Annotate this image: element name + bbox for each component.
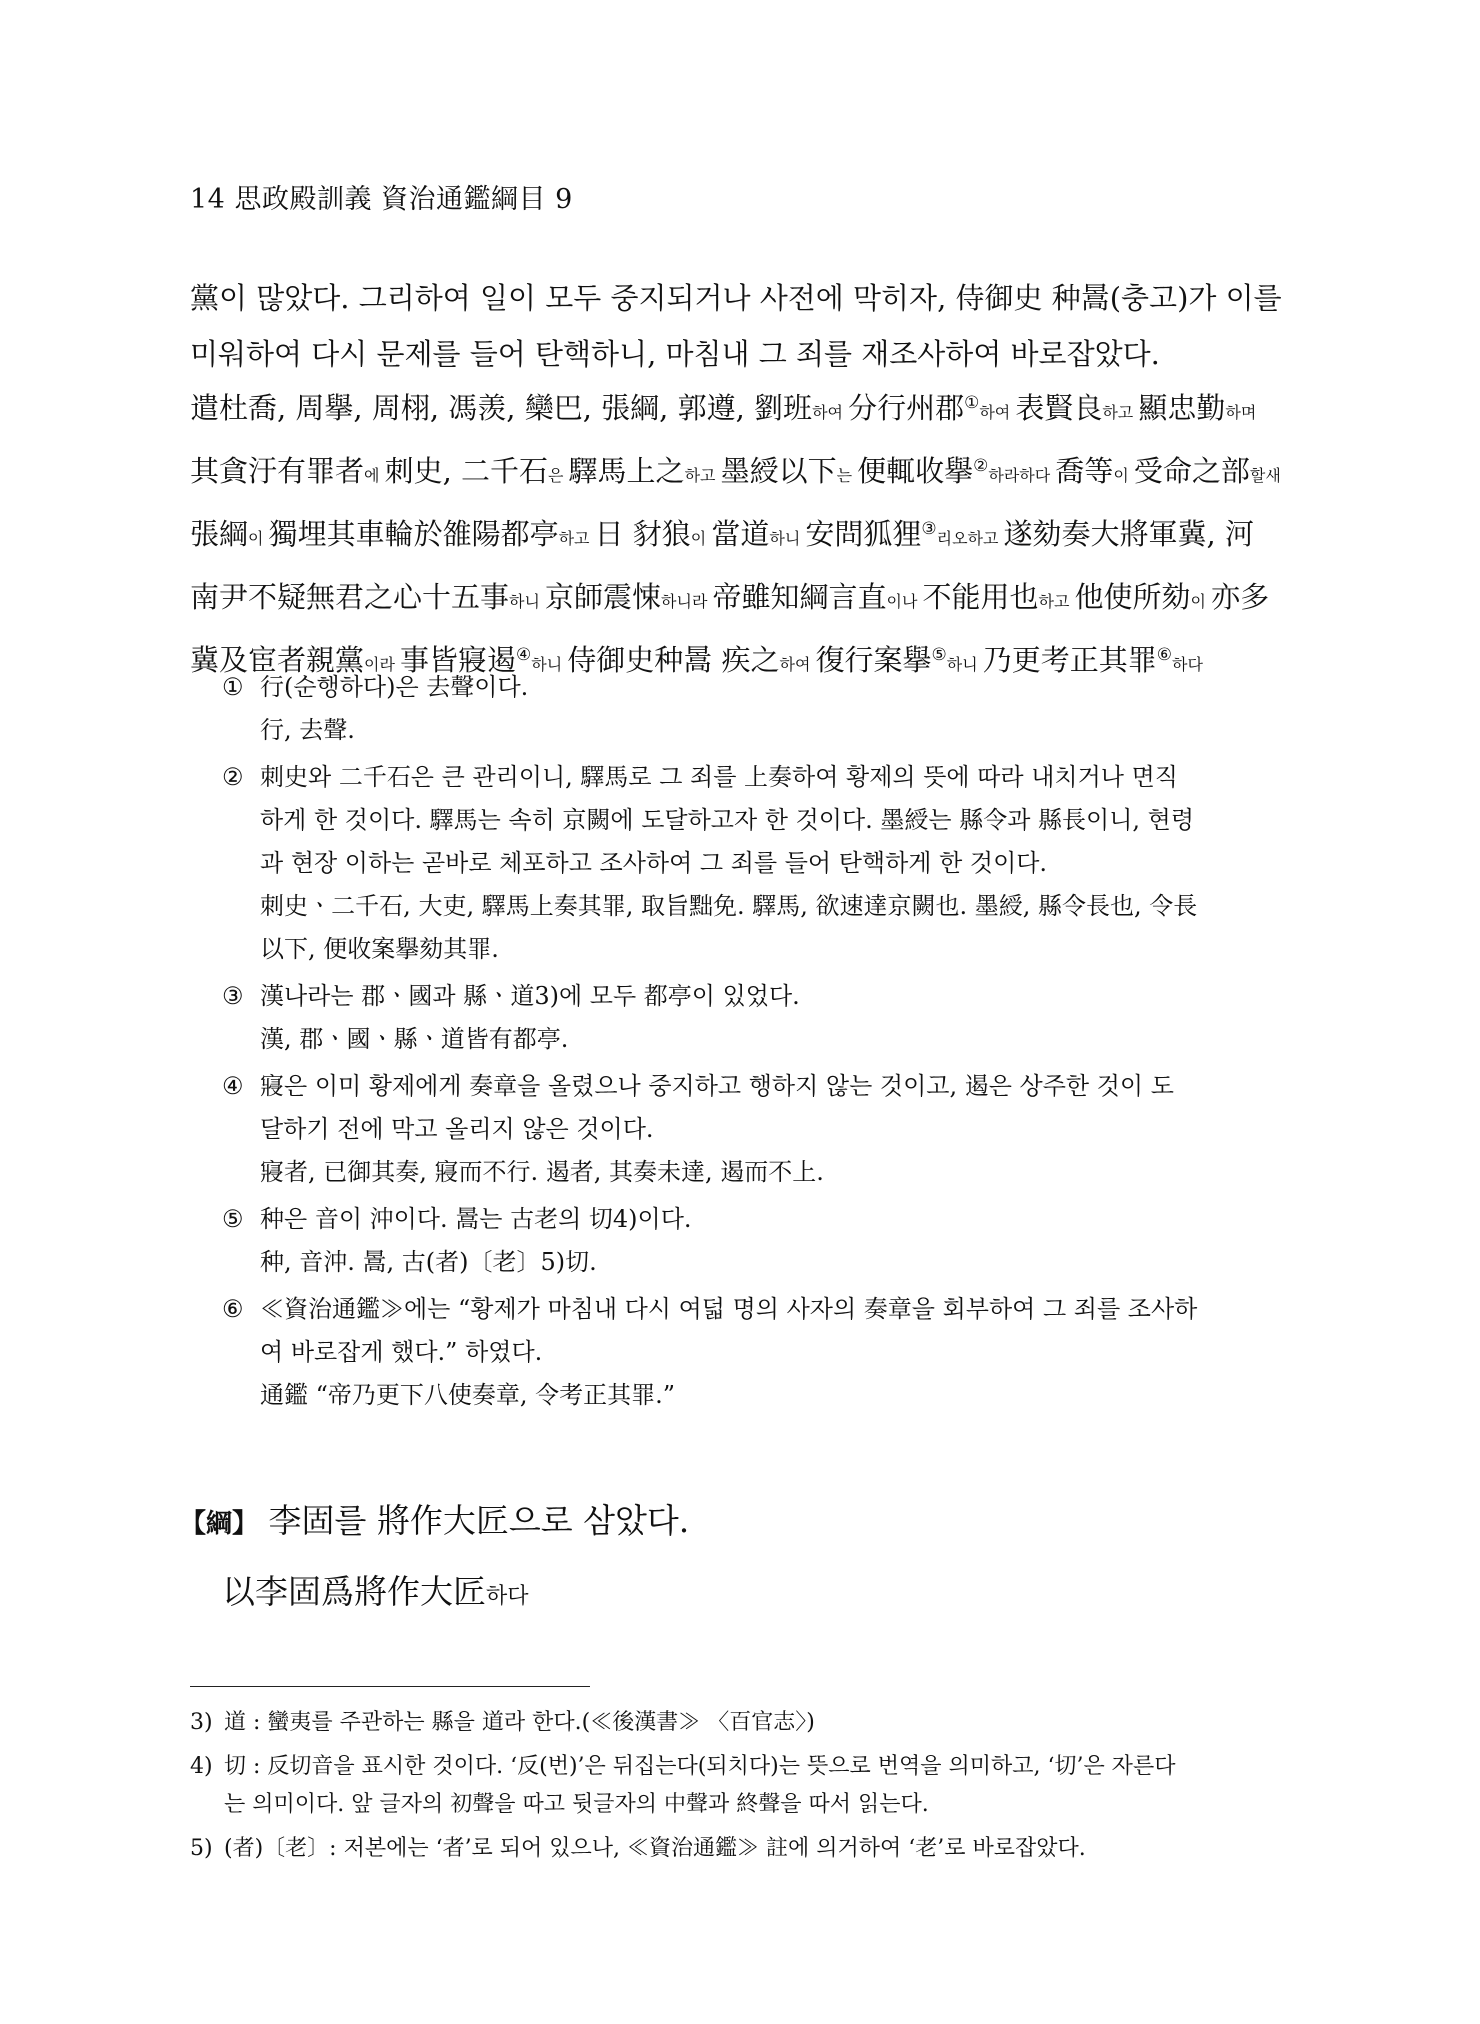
annotation-marker: ⑤: [222, 1205, 244, 1233]
annotation-line: 寢者, 已御其奏, 寢而不行. 遏者, 其奏未達, 遏而不上.: [260, 1158, 824, 1186]
gang-original: [222, 1567, 529, 1622]
annotation-marker: ③: [222, 982, 244, 1010]
annotation-marker: ④: [222, 1072, 244, 1100]
hanja-text: 事皆寢遏: [400, 643, 517, 677]
annotation-line: 여 바로잡게 했다.” 하였다.: [260, 1338, 543, 1366]
annotation-line: 하게 한 것이다. 驛馬는 속히 京闕에 도달하고자 한 것이다. 墨綬는 縣令과 縣長이니, 현령: [260, 806, 1195, 834]
hanja-text: 分行州郡: [848, 391, 965, 425]
hangul-suffix: 하고: [684, 466, 721, 485]
hangul-suffix: 하며: [1225, 403, 1257, 422]
hanja-text: 表賢良: [1015, 391, 1103, 425]
hangul-suffix: 하니: [531, 655, 568, 674]
hanja-text: 喬等: [1055, 454, 1114, 488]
hanja-text: 獨埋其車輪於雒陽都亭: [268, 517, 559, 551]
hangul-suffix: 하고: [558, 529, 595, 548]
hangul-suffix: 하니: [946, 655, 983, 674]
hangul-suffix: 하여: [779, 655, 816, 674]
annotation-line: 刺史와 二千石은 큰 관리이니, 驛馬로 그 죄를 上奏하여 황제의 뜻에 따라 내치거나 면직: [260, 763, 1178, 791]
hanja-text: 墨綬以下: [720, 454, 837, 488]
footnote-marker: 4): [190, 1754, 213, 1779]
annotation-body: [260, 975, 1302, 1061]
gang-original-suffix: 하다: [486, 1584, 529, 1609]
annotation-item: [222, 1288, 1302, 1417]
hangul-suffix: 이: [690, 529, 712, 548]
annotation-line: 漢, 郡ㆍ國ㆍ縣ㆍ道皆有都亭.: [260, 1025, 569, 1053]
footnote-body: [224, 1704, 1302, 1742]
note-reference[interactable]: ⑤: [931, 645, 947, 665]
hanja-text: 遣杜喬, 周擧, 周栩, 馮羡, 欒巴, 張綱, 郭遵, 劉班: [190, 391, 813, 425]
hangul-suffix: 하라하다: [988, 466, 1056, 485]
hanja-text: 日 豺狼: [594, 517, 691, 551]
annotation-body: [260, 1288, 1302, 1417]
footnote-line: 道 : 蠻夷를 주관하는 縣을 道라 한다.(≪後漢書≫ 〈百官志〉): [224, 1710, 815, 1735]
annotation-line: ≪資治通鑑≫에는 “황제가 마침내 다시 여덟 명의 사자의 奏章을 회부하여 그 죄를 조사하: [260, 1295, 1198, 1323]
annotation-line: 种, 音沖. 暠, 古(者)〔老〕5)切.: [260, 1248, 597, 1276]
hangul-suffix: 하니: [509, 592, 546, 611]
hanja-text: 便輒收擧: [857, 454, 974, 488]
footnote-list: [190, 1704, 1302, 1874]
hanja-text: 當道: [711, 517, 770, 551]
annotation-list: [222, 666, 1302, 1421]
footnote-item: [190, 1830, 1302, 1868]
footnote-body: [224, 1830, 1302, 1868]
hangul-suffix: 이: [1190, 592, 1212, 611]
hangul-suffix: 하고: [1102, 403, 1139, 422]
hangul-suffix: 하니라: [661, 592, 713, 611]
hangul-suffix: 은: [548, 466, 569, 485]
hanja-text: 侍御史种暠 疾之: [567, 643, 780, 677]
original-text-line: [190, 442, 1300, 505]
annotation-item: [222, 1065, 1302, 1194]
annotation-body: [260, 1065, 1302, 1194]
running-header: 14 思政殿訓義 資治通鑑綱目 9: [190, 184, 573, 215]
annotation-line: 以下, 便收案擧劾其罪.: [260, 935, 499, 963]
note-reference[interactable]: ②: [973, 456, 989, 476]
hangul-suffix: 하니: [769, 529, 806, 548]
note-reference[interactable]: ⑥: [1156, 645, 1173, 665]
hangul-suffix: 하여: [979, 403, 1016, 422]
original-text-line: [190, 505, 1300, 568]
hanja-text: 顯忠勤: [1138, 391, 1226, 425]
gang-original-text: 以李固爲將作大匠: [222, 1572, 486, 1611]
hangul-suffix: 에: [364, 466, 385, 485]
gang-translation: 李固를 將作大匠으로 삼았다.: [268, 1501, 690, 1540]
translation-paragraph: [190, 270, 1300, 382]
note-reference[interactable]: ①: [964, 393, 980, 413]
annotation-line: 刺史ㆍ二千石, 大吏, 驛馬上奏其罪, 取旨黜免. 驛馬, 欲速達京闕也. 墨綬, 縣令長也, 令長: [260, 892, 1198, 920]
footnote-line: (者)〔老〕: 저본에는 ‘者’로 되어 있으나, ≪資治通鑑≫ 註에 의거하여 ‘老’로 바로잡았다.: [224, 1836, 1086, 1861]
hanja-text: 張綱: [190, 517, 249, 551]
annotation-item: [222, 1198, 1302, 1284]
annotation-line: 寢은 이미 황제에게 奏章을 올렸으나 중지하고 행하지 않는 것이고, 遏은 상주한 것이 도: [260, 1072, 1174, 1100]
hanja-text: 亦多: [1211, 580, 1270, 614]
original-text-line: [190, 379, 1300, 442]
hanja-text: 驛馬上之: [568, 454, 685, 488]
hanja-text: 乃更考正其罪: [982, 643, 1157, 677]
footnote-line: 는 의미이다. 앞 글자의 初聲을 따고 뒷글자의 中聲과 終聲을 따서 읽는다.: [224, 1792, 929, 1817]
hanja-text: 刺史, 二千石: [384, 454, 548, 488]
note-reference[interactable]: ④: [516, 645, 532, 665]
annotation-item: [222, 756, 1302, 971]
hangul-suffix: 할새: [1249, 466, 1281, 485]
hanja-text: 遂劾奏大將軍冀, 河: [1003, 517, 1254, 551]
hangul-suffix: 하여: [812, 403, 849, 422]
annotation-line: 달하기 전에 막고 올리지 않은 것이다.: [260, 1115, 654, 1143]
annotation-line: 通鑑 “帝乃更下八使奏章, 令考正其罪.”: [260, 1381, 676, 1409]
hangul-suffix: 하고: [1038, 592, 1075, 611]
annotation-marker: ①: [222, 673, 244, 701]
footnote-body: [224, 1748, 1302, 1824]
hanja-text: 復行案擧: [815, 643, 932, 677]
translation-line: 미워하여 다시 문제를 들어 탄핵하니, 마침내 그 죄를 재조사하여 바로잡았다.: [190, 337, 1160, 371]
hanja-text: 帝雖知綱言直: [712, 580, 887, 614]
annotation-line: 漢나라는 郡ㆍ國과 縣ㆍ道3)에 모두 都亭이 있었다.: [260, 982, 800, 1010]
annotation-line: 行(순행하다)은 去聲이다.: [260, 673, 529, 701]
hangul-suffix: 이라: [364, 655, 401, 674]
hangul-suffix: 리오하고: [936, 529, 1004, 548]
hangul-suffix: 하다: [1172, 655, 1203, 674]
original-text-paragraph: [190, 379, 1300, 694]
gang-heading: [180, 1496, 689, 1549]
hanja-text: 安問狐狸: [805, 517, 922, 551]
hangul-suffix: 는: [836, 466, 858, 485]
footnote-line: 切 : 反切音을 표시한 것이다. ‘反(번)’은 뒤집는다(되치다)는 뜻으로 번역을 의미하고, ‘切’은 자른다: [224, 1754, 1176, 1779]
hanja-text: 不能用也: [922, 580, 1039, 614]
note-reference[interactable]: ③: [921, 519, 937, 539]
hanja-text: 其貪汙有罪者: [190, 454, 365, 488]
annotation-body: [260, 756, 1302, 971]
annotation-marker: ⑥: [222, 1295, 244, 1323]
annotation-marker: ②: [222, 763, 244, 791]
hangul-suffix: 이나: [886, 592, 923, 611]
footnote-item: [190, 1748, 1302, 1824]
footnote-marker: 3): [190, 1710, 213, 1735]
hanja-text: 冀及宦者親黨: [190, 643, 365, 677]
original-text-line: [190, 568, 1300, 631]
annotation-item: [222, 975, 1302, 1061]
hangul-suffix: 이: [248, 529, 269, 548]
annotation-body: [260, 1198, 1302, 1284]
gang-tag: 【綱】: [180, 1509, 259, 1539]
annotation-item: [222, 666, 1302, 752]
hangul-suffix: 이: [1113, 466, 1134, 485]
hanja-text: 他使所劾: [1074, 580, 1191, 614]
footnote-marker: 5): [190, 1836, 213, 1861]
annotation-line: 种은 音이 沖이다. 暠는 古老의 切4)이다.: [260, 1205, 692, 1233]
footnote-item: [190, 1704, 1302, 1742]
hanja-text: 京師震悚: [545, 580, 662, 614]
annotation-body: [260, 666, 1302, 752]
hanja-text: 南尹不疑無君之心十五事: [190, 580, 510, 614]
annotation-line: 과 현장 이하는 곧바로 체포하고 조사하여 그 죄를 들어 탄핵하게 한 것이다.: [260, 849, 1048, 877]
footnote-divider: [190, 1686, 590, 1687]
annotation-line: 行, 去聲.: [260, 716, 355, 744]
translation-line: 黨이 많았다. 그리하여 일이 모두 중지되거나 사전에 막히자, 侍御史 种暠(충고)가 이를: [190, 281, 1282, 315]
hanja-text: 受命之部: [1133, 454, 1250, 488]
